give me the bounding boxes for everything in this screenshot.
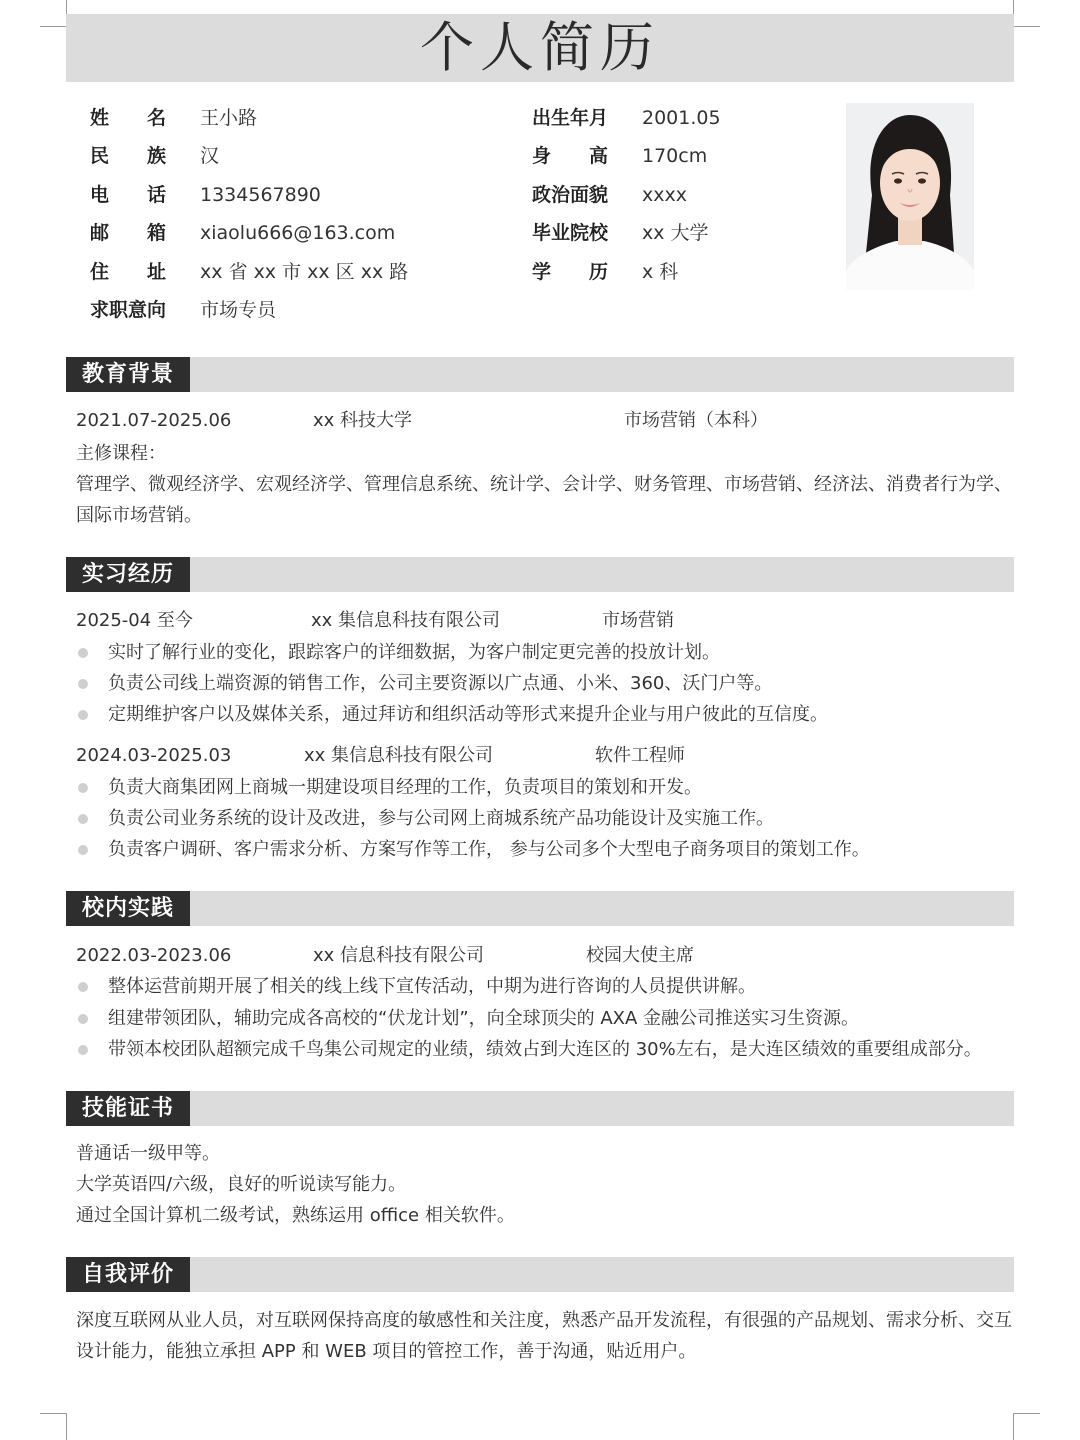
profile-photo: [846, 103, 974, 290]
self-evaluation-text: 深度互联网从业人员，对互联网保持高度的敏感性和关注度，熟悉产品开发流程，有很强的产品规划、需求分析、交互设计能力，能独立承担 APP 和 WEB 项目的管控工作，善于沟通，贴近用户。: [76, 1310, 1012, 1362]
portrait-illustration: [846, 103, 974, 290]
section-title: 校内实践: [66, 891, 190, 926]
info-label: 毕业院校: [532, 222, 609, 244]
section-education: [66, 357, 1014, 392]
info-value: 王小路: [200, 107, 258, 129]
courses-label: 主修课程：: [76, 443, 166, 464]
list-item-text: 整体运营前期开展了相关的线上线下宣传活动，中期为进行咨询的人员提供讲解。: [108, 976, 756, 997]
info-value: 1334567890: [200, 184, 321, 206]
info-label: 求职意向: [90, 299, 167, 321]
courses-list: 管理学、微观经济学、宏观经济学、管理信息系统、统计学、会计学、财务管理、市场营销、经济法、消费者行为学、国际市场营销。: [76, 474, 1012, 526]
section-campus: [66, 891, 1014, 926]
bullet-dot-icon: [78, 679, 88, 689]
bullet-dot-icon: [78, 783, 88, 793]
section-title: 实习经历: [66, 557, 190, 592]
info-label: 住址: [90, 261, 166, 283]
job-role: 市场营销: [602, 610, 674, 631]
info-value: 市场专员: [200, 299, 277, 321]
list-item-text: 实时了解行业的变化，跟踪客户的详细数据，为客户制定更完善的投放计划。: [108, 642, 720, 663]
info-value: 2001.05: [642, 107, 721, 129]
info-label: 邮箱: [90, 222, 166, 244]
bullet-dot-icon: [78, 814, 88, 824]
campus-role: 校园大使主席: [586, 945, 694, 966]
info-value: xx 省 xx 市 xx 区 xx 路: [200, 261, 409, 283]
section-skills: [66, 1091, 1014, 1126]
info-label: 学历: [532, 261, 608, 283]
bullet-dot-icon: [78, 710, 88, 720]
list-item-text: 负责公司业务系统的设计及改进，参与公司网上商城系统产品功能设计及实施工作。: [108, 808, 774, 829]
job-company: xx 集信息科技有限公司: [311, 610, 501, 631]
info-value: 170cm: [642, 145, 708, 167]
crop-mark-top-left: [40, 0, 67, 27]
job-company: xx 集信息科技有限公司: [304, 745, 494, 766]
info-label: 姓名: [90, 107, 166, 129]
info-value: xxxx: [642, 184, 687, 206]
info-value: xiaolu666@163.com: [200, 222, 396, 244]
bullet-dot-icon: [78, 982, 88, 992]
section-title: 自我评价: [66, 1257, 190, 1292]
info-label: 出生年月: [532, 107, 609, 129]
info-label: 政治面貌: [532, 184, 609, 206]
resume-title: 个人简历: [66, 14, 1014, 82]
list-item-text: 组建带领团队，辅助完成各高校的“伏龙计划”，向全球顶尖的 AXA 金融公司推送实习生资源。: [108, 1008, 860, 1029]
list-item-text: 负责大商集团网上商城一期建设项目经理的工作，负责项目的策划和开发。: [108, 777, 702, 798]
bullet-dot-icon: [78, 1045, 88, 1055]
list-item-text: 负责公司线上端资源的销售工作，公司主要资源以广点通、小米、360、沃门户等。: [108, 673, 773, 694]
bullet-dot-icon: [78, 648, 88, 658]
section-internship: [66, 557, 1014, 592]
skill-item: 普通话一级甲等。: [76, 1143, 220, 1164]
education-major: 市场营销（本科）: [624, 410, 768, 431]
info-value: x 科: [642, 261, 679, 283]
section-title: 教育背景: [66, 357, 190, 392]
job-role: 软件工程师: [595, 745, 685, 766]
education-school: xx 科技大学: [313, 410, 413, 431]
bullet-dot-icon: [78, 1014, 88, 1024]
campus-company: xx 信息科技有限公司: [313, 945, 485, 966]
job-period: 2024.03-2025.03: [76, 745, 232, 766]
crop-mark-bottom-left: [40, 1413, 67, 1440]
crop-mark-top-right: [1013, 0, 1040, 27]
campus-period: 2022.03-2023.06: [76, 945, 232, 966]
list-item-text: 定期维护客户以及媒体关系，通过拜访和组织活动等形式来提升企业与用户彼此的互信度。: [108, 704, 828, 725]
section-title: 技能证书: [66, 1091, 190, 1126]
info-value: xx 大学: [642, 222, 709, 244]
skill-item: 通过全国计算机二级考试，熟练运用 office 相关软件。: [76, 1205, 515, 1226]
skill-item: 大学英语四/六级，良好的听说读写能力。: [76, 1174, 407, 1195]
list-item-text: 负责客户调研、客户需求分析、方案写作等工作， 参与公司多个大型电子商务项目的策划工作。: [108, 839, 870, 860]
list-item-text: 带领本校团队超额完成千鸟集公司规定的业绩，绩效占到大连区的 30%左右，是大连区绩效的重要组成部分。: [108, 1039, 982, 1060]
info-label: 电话: [90, 184, 166, 206]
job-period: 2025-04 至今: [76, 610, 193, 631]
info-label: 民族: [90, 145, 166, 167]
education-period: 2021.07-2025.06: [76, 410, 232, 431]
crop-mark-bottom-right: [1013, 1413, 1040, 1440]
section-self-evaluation: [66, 1257, 1014, 1292]
info-label: 身高: [532, 145, 608, 167]
bullet-dot-icon: [78, 845, 88, 855]
info-value: 汉: [200, 145, 220, 167]
